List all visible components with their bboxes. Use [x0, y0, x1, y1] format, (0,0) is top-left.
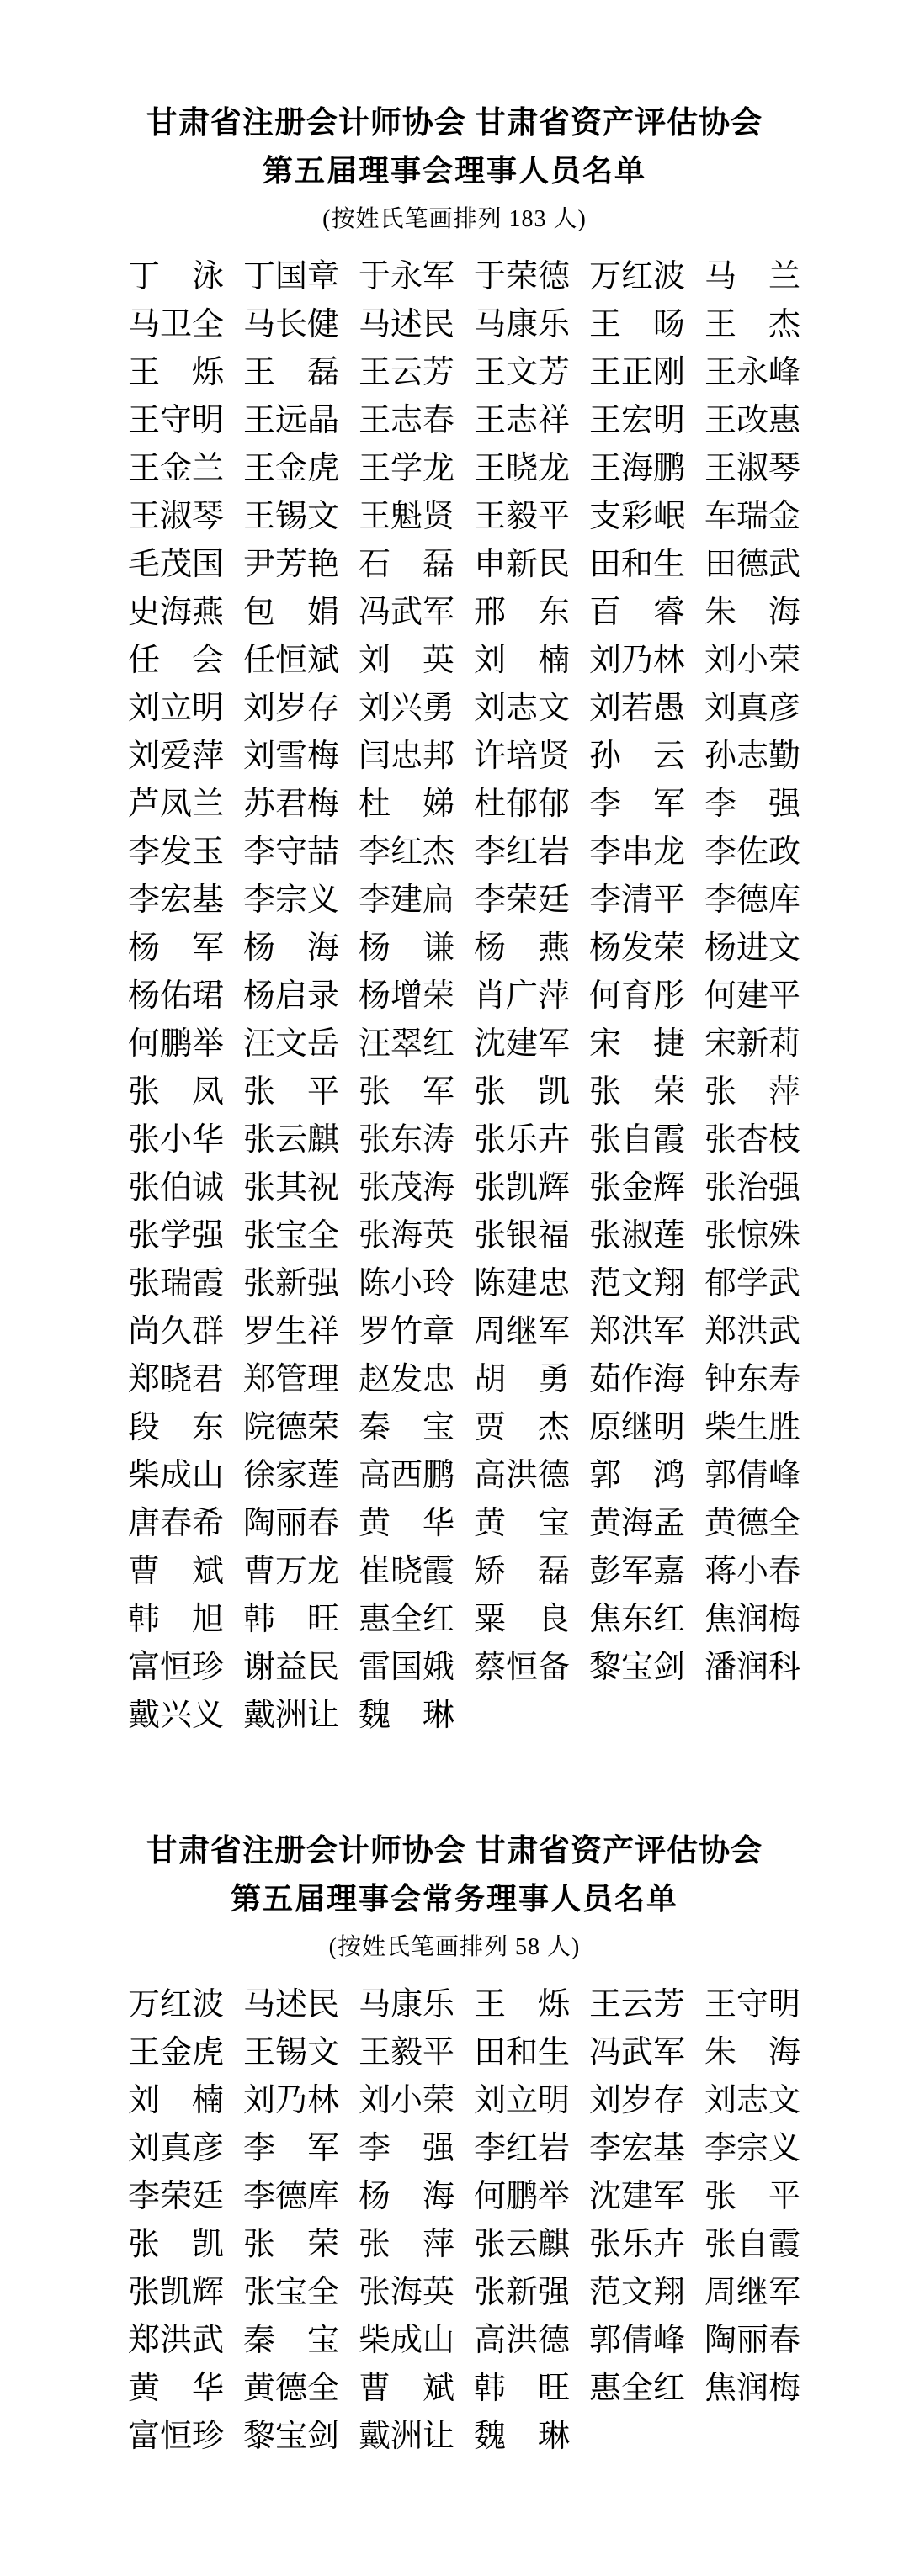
member-name: 谢益民 [243, 1650, 340, 1685]
member-name: 万红波 [128, 1987, 225, 2022]
member-name: 朱 海 [704, 595, 801, 630]
member-name: 范文翔 [589, 1266, 686, 1301]
standing-org-title: 甘肃省注册会计师协会 甘肃省资产评估协会 [146, 1834, 763, 1868]
member-name: 马康乐 [359, 1987, 455, 2022]
member-name: 李守喆 [243, 835, 340, 870]
member-name: 张学强 [128, 1218, 225, 1254]
member-name: 张银福 [474, 1218, 571, 1254]
member-name: 李宗义 [243, 883, 340, 918]
member-name: 石 磊 [359, 547, 455, 582]
member-name: 杨 海 [243, 930, 340, 966]
member-name: 王云芳 [359, 355, 455, 390]
member-name: 赵发忠 [359, 1362, 455, 1397]
member-name: 王 旸 [589, 307, 686, 342]
member-name: 刘乃林 [243, 2083, 340, 2118]
member-name: 张新强 [474, 2275, 571, 2310]
member-name: 刘立明 [128, 691, 225, 726]
member-name: 曹 斌 [128, 1554, 225, 1589]
member-name: 李红杰 [359, 835, 455, 870]
member-name: 黄 华 [359, 1506, 455, 1541]
member-name: 罗生祥 [243, 1314, 340, 1349]
member-name: 黎宝剑 [243, 2419, 340, 2454]
member-name: 李宏基 [128, 883, 225, 918]
member-name: 许培贤 [474, 739, 571, 774]
member-name: 焦润梅 [704, 2371, 801, 2406]
member-name: 刘志文 [474, 691, 571, 726]
member-name: 张自霞 [704, 2227, 801, 2262]
member-name: 闫忠邦 [359, 739, 455, 774]
member-name: 崔晓霞 [359, 1554, 455, 1589]
member-name: 张海英 [359, 1218, 455, 1254]
member-name: 支彩岷 [589, 499, 686, 534]
member-name: 秦 宝 [243, 2323, 340, 2358]
member-name: 尚久群 [128, 1314, 225, 1349]
member-name: 车瑞金 [704, 499, 801, 534]
member-name: 胡 勇 [474, 1362, 571, 1397]
member-name: 茹作海 [589, 1362, 686, 1397]
member-name: 张乐卉 [589, 2227, 686, 2262]
member-name: 郁学武 [704, 1266, 801, 1301]
member-name: 李 强 [359, 2131, 455, 2166]
member-name: 刘乃林 [589, 643, 686, 678]
member-name: 张伯诚 [128, 1170, 225, 1206]
member-name: 郑洪武 [128, 2323, 225, 2358]
member-name: 富恒珍 [128, 1650, 225, 1685]
member-name: 刘岁存 [589, 2083, 686, 2118]
member-name: 王志春 [359, 403, 455, 438]
directors-sort-note: (按姓氏笔画排列 183 人) [322, 206, 587, 232]
member-name: 马卫全 [128, 307, 225, 342]
member-name: 郑晓君 [128, 1362, 225, 1397]
member-name: 曹万龙 [243, 1554, 340, 1589]
member-name: 刘小荣 [359, 2083, 455, 2118]
directors-list-title: 第五届理事会理事人员名单 [262, 154, 646, 188]
member-name: 张其祝 [243, 1170, 340, 1206]
member-name: 刘 楠 [474, 643, 571, 678]
member-name: 惠全红 [359, 1602, 455, 1637]
member-name: 杨 海 [359, 2179, 455, 2214]
member-name: 郑洪武 [704, 1314, 801, 1349]
member-name: 黄德全 [243, 2371, 340, 2406]
member-name: 张 军 [359, 1074, 455, 1110]
member-name: 杨发荣 [589, 930, 686, 966]
member-name: 马康乐 [474, 307, 571, 342]
member-name: 雷国娥 [359, 1650, 455, 1685]
member-name: 丁 泳 [128, 259, 225, 294]
member-name: 张凯辉 [128, 2275, 225, 2310]
member-name: 李红岩 [474, 835, 571, 870]
member-name: 魏 琳 [359, 1698, 455, 1733]
member-name: 沈建军 [589, 2179, 686, 2214]
member-name: 杨 谦 [359, 930, 455, 966]
member-name: 杨 燕 [474, 930, 571, 966]
member-name: 何鹏举 [128, 1026, 225, 1062]
member-name: 张 萍 [359, 2227, 455, 2262]
member-name: 杨增荣 [359, 978, 455, 1014]
member-name: 粟 良 [474, 1602, 571, 1637]
member-name: 段 东 [128, 1410, 225, 1445]
member-name: 宋 捷 [589, 1026, 686, 1062]
member-name: 汪翠红 [359, 1026, 455, 1062]
member-name: 高西鹏 [359, 1458, 455, 1493]
member-name: 张宝全 [243, 2275, 340, 2310]
member-name: 李串龙 [589, 835, 686, 870]
member-name: 刘雪梅 [243, 739, 340, 774]
member-name: 陶丽春 [243, 1506, 340, 1541]
member-name: 郭 鸿 [589, 1458, 686, 1493]
member-name: 李宗义 [704, 2131, 801, 2166]
member-name: 韩 旺 [243, 1602, 340, 1637]
member-name: 原继明 [589, 1410, 686, 1445]
member-name: 包 娟 [243, 595, 340, 630]
member-name: 王改惠 [704, 403, 801, 438]
member-name: 刘立明 [474, 2083, 571, 2118]
member-name: 钟东寿 [704, 1362, 801, 1397]
member-name: 田和生 [474, 2035, 571, 2070]
member-name: 杜 娣 [359, 787, 455, 822]
member-name: 王海鹏 [589, 451, 686, 486]
member-name: 韩 旺 [474, 2371, 571, 2406]
member-name: 王 杰 [704, 307, 801, 342]
member-name: 刘若愚 [589, 691, 686, 726]
member-name: 汪文岳 [243, 1026, 340, 1062]
member-name: 刘 楠 [128, 2083, 225, 2118]
member-name: 张云麒 [474, 2227, 571, 2262]
member-name: 何鹏举 [474, 2179, 571, 2214]
section-directors [0, 99, 909, 1740]
member-name: 张新强 [243, 1266, 340, 1301]
member-name: 何育彤 [589, 978, 686, 1014]
member-name: 张淑莲 [589, 1218, 686, 1254]
member-name: 尹芳艳 [243, 547, 340, 582]
member-name: 王淑琴 [704, 451, 801, 486]
member-name: 张茂海 [359, 1170, 455, 1206]
member-name: 罗竹章 [359, 1314, 455, 1349]
member-name: 王永峰 [704, 355, 801, 390]
member-name: 丁国章 [243, 259, 340, 294]
member-name: 矫 磊 [474, 1554, 571, 1589]
member-name: 李 军 [589, 787, 686, 822]
member-name: 蔡恒备 [474, 1650, 571, 1685]
member-name: 刘岁存 [243, 691, 340, 726]
member-name: 黄 华 [128, 2371, 225, 2406]
member-name: 柴生胜 [704, 1410, 801, 1445]
member-name: 柴成山 [359, 2323, 455, 2358]
member-name: 戴洲让 [243, 1698, 340, 1733]
member-name: 韩 旭 [128, 1602, 225, 1637]
member-name: 张惊殊 [704, 1218, 801, 1254]
member-name: 张宝全 [243, 1218, 340, 1254]
member-name: 黄 宝 [474, 1506, 571, 1541]
member-name: 张治强 [704, 1170, 801, 1206]
member-name: 王守明 [128, 403, 225, 438]
member-name: 于永军 [359, 259, 455, 294]
member-name: 郭倩峰 [704, 1458, 801, 1493]
member-name: 马述民 [243, 1987, 340, 2022]
member-name: 秦 宝 [359, 1410, 455, 1445]
member-name: 王文芳 [474, 355, 571, 390]
member-name: 任 会 [128, 643, 225, 678]
member-name: 马长健 [243, 307, 340, 342]
member-name: 张凯辉 [474, 1170, 571, 1206]
member-name: 黎宝剑 [589, 1650, 686, 1685]
member-name: 于荣德 [474, 259, 571, 294]
member-name: 王志祥 [474, 403, 571, 438]
member-name: 刘兴勇 [359, 691, 455, 726]
member-name: 柴成山 [128, 1458, 225, 1493]
member-name: 蒋小春 [704, 1554, 801, 1589]
member-name: 朱 海 [704, 2035, 801, 2070]
member-name: 魏 琳 [474, 2419, 571, 2454]
member-name: 王金虎 [128, 2035, 225, 2070]
member-name: 杨 军 [128, 930, 225, 966]
member-name: 陈建忠 [474, 1266, 571, 1301]
member-name: 周继军 [704, 2275, 801, 2310]
member-name: 苏君梅 [243, 787, 340, 822]
member-name: 百 睿 [589, 595, 686, 630]
member-name: 黄海孟 [589, 1506, 686, 1541]
member-name: 李 军 [243, 2131, 340, 2166]
member-name: 张 平 [243, 1074, 340, 1110]
member-name: 黄德全 [704, 1506, 801, 1541]
member-name: 贾 杰 [474, 1410, 571, 1445]
member-name: 冯武军 [359, 595, 455, 630]
member-name: 张 萍 [704, 1074, 801, 1110]
member-name: 杜郁郁 [474, 787, 571, 822]
member-name: 芦凤兰 [128, 787, 225, 822]
member-name: 王 烁 [128, 355, 225, 390]
member-name: 惠全红 [589, 2371, 686, 2406]
member-name: 沈建军 [474, 1026, 571, 1062]
member-name: 戴兴义 [128, 1698, 225, 1733]
member-name: 杨佑珺 [128, 978, 225, 1014]
member-name: 李荣廷 [128, 2179, 225, 2214]
member-name: 张 荣 [589, 1074, 686, 1110]
member-name: 王 烁 [474, 1987, 571, 2022]
member-name: 郭倩峰 [589, 2323, 686, 2358]
member-name: 高洪德 [474, 1458, 571, 1493]
member-name: 张海英 [359, 2275, 455, 2310]
standing-sort-note: (按姓氏笔画排列 58 人) [328, 1934, 581, 1960]
member-name: 王金兰 [128, 451, 225, 486]
member-name: 王远晶 [243, 403, 340, 438]
member-name: 孙志勤 [704, 739, 801, 774]
member-name: 王云芳 [589, 1987, 686, 2022]
member-name: 王 磊 [243, 355, 340, 390]
member-name: 李荣廷 [474, 883, 571, 918]
member-name: 刘真彦 [704, 691, 801, 726]
member-name: 马述民 [359, 307, 455, 342]
member-name: 陶丽春 [704, 2323, 801, 2358]
member-name: 张小华 [128, 1122, 225, 1158]
member-name: 冯武军 [589, 2035, 686, 2070]
member-name: 刘 英 [359, 643, 455, 678]
member-name: 王宏明 [589, 403, 686, 438]
member-name: 郑洪军 [589, 1314, 686, 1349]
member-name: 马 兰 [704, 259, 801, 294]
member-name: 王毅平 [359, 2035, 455, 2070]
member-name: 李建扁 [359, 883, 455, 918]
member-name: 李德库 [704, 883, 801, 918]
member-name: 陈小玲 [359, 1266, 455, 1301]
member-name: 孙 云 [589, 739, 686, 774]
member-name: 王锡文 [243, 499, 340, 534]
member-name: 郑管理 [243, 1362, 340, 1397]
member-name: 李宏基 [589, 2131, 686, 2166]
member-name: 毛茂国 [128, 547, 225, 582]
member-name: 刘真彦 [128, 2131, 225, 2166]
member-name: 焦润梅 [704, 1602, 801, 1637]
member-name: 唐春希 [128, 1506, 225, 1541]
member-name: 张东涛 [359, 1122, 455, 1158]
member-name: 李 强 [704, 787, 801, 822]
member-name: 潘润科 [704, 1650, 801, 1685]
member-name: 张云麒 [243, 1122, 340, 1158]
member-name: 刘爱萍 [128, 739, 225, 774]
member-name: 李德库 [243, 2179, 340, 2214]
member-name: 何建平 [704, 978, 801, 1014]
member-name: 邢 东 [474, 595, 571, 630]
member-name: 张 凤 [128, 1074, 225, 1110]
member-name: 肖广萍 [474, 978, 571, 1014]
member-name: 李清平 [589, 883, 686, 918]
member-name: 张 凯 [474, 1074, 571, 1110]
member-name: 张金辉 [589, 1170, 686, 1206]
member-name: 田德武 [704, 547, 801, 582]
directors-name-list [128, 253, 820, 1740]
member-name: 刘小荣 [704, 643, 801, 678]
member-name: 张 荣 [243, 2227, 340, 2262]
member-name: 富恒珍 [128, 2419, 225, 2454]
member-name: 李发玉 [128, 835, 225, 870]
member-name: 徐家莲 [243, 1458, 340, 1493]
member-name: 史海燕 [128, 595, 225, 630]
member-name: 杨启录 [243, 978, 340, 1014]
member-name: 宋新莉 [704, 1026, 801, 1062]
member-name: 焦东红 [589, 1602, 686, 1637]
member-name: 刘志文 [704, 2083, 801, 2118]
directors-org-title: 甘肃省注册会计师协会 甘肃省资产评估协会 [146, 106, 763, 140]
member-name: 田和生 [589, 547, 686, 582]
member-name: 王锡文 [243, 2035, 340, 2070]
member-name: 院德荣 [243, 1410, 340, 1445]
member-name: 高洪德 [474, 2323, 571, 2358]
member-name: 范文翔 [589, 2275, 686, 2310]
member-name: 周继军 [474, 1314, 571, 1349]
member-name: 戴洲让 [359, 2419, 455, 2454]
member-name: 万红波 [589, 259, 686, 294]
member-name: 王魁贤 [359, 499, 455, 534]
member-name: 张杏枝 [704, 1122, 801, 1158]
member-name: 杨进文 [704, 930, 801, 966]
member-name: 张乐卉 [474, 1122, 571, 1158]
member-name: 张 凯 [128, 2227, 225, 2262]
member-name: 李佐政 [704, 835, 801, 870]
standing-list-title: 第五届理事会常务理事人员名单 [230, 1882, 678, 1916]
member-name: 张 平 [704, 2179, 801, 2214]
standing-name-list [128, 1981, 820, 2461]
member-name: 申新民 [474, 547, 571, 582]
member-name: 张自霞 [589, 1122, 686, 1158]
member-name: 张瑞霞 [128, 1266, 225, 1301]
member-name: 王淑琴 [128, 499, 225, 534]
member-name: 王守明 [704, 1987, 801, 2022]
member-name: 王正刚 [589, 355, 686, 390]
member-name: 王毅平 [474, 499, 571, 534]
section-standing-directors [0, 1827, 909, 2461]
member-name: 曹 斌 [359, 2371, 455, 2406]
member-name: 王晓龙 [474, 451, 571, 486]
member-name: 彭军嘉 [589, 1554, 686, 1589]
member-name: 王金虎 [243, 451, 340, 486]
member-name: 李红岩 [474, 2131, 571, 2166]
member-name: 王学龙 [359, 451, 455, 486]
member-name: 任恒斌 [243, 643, 340, 678]
